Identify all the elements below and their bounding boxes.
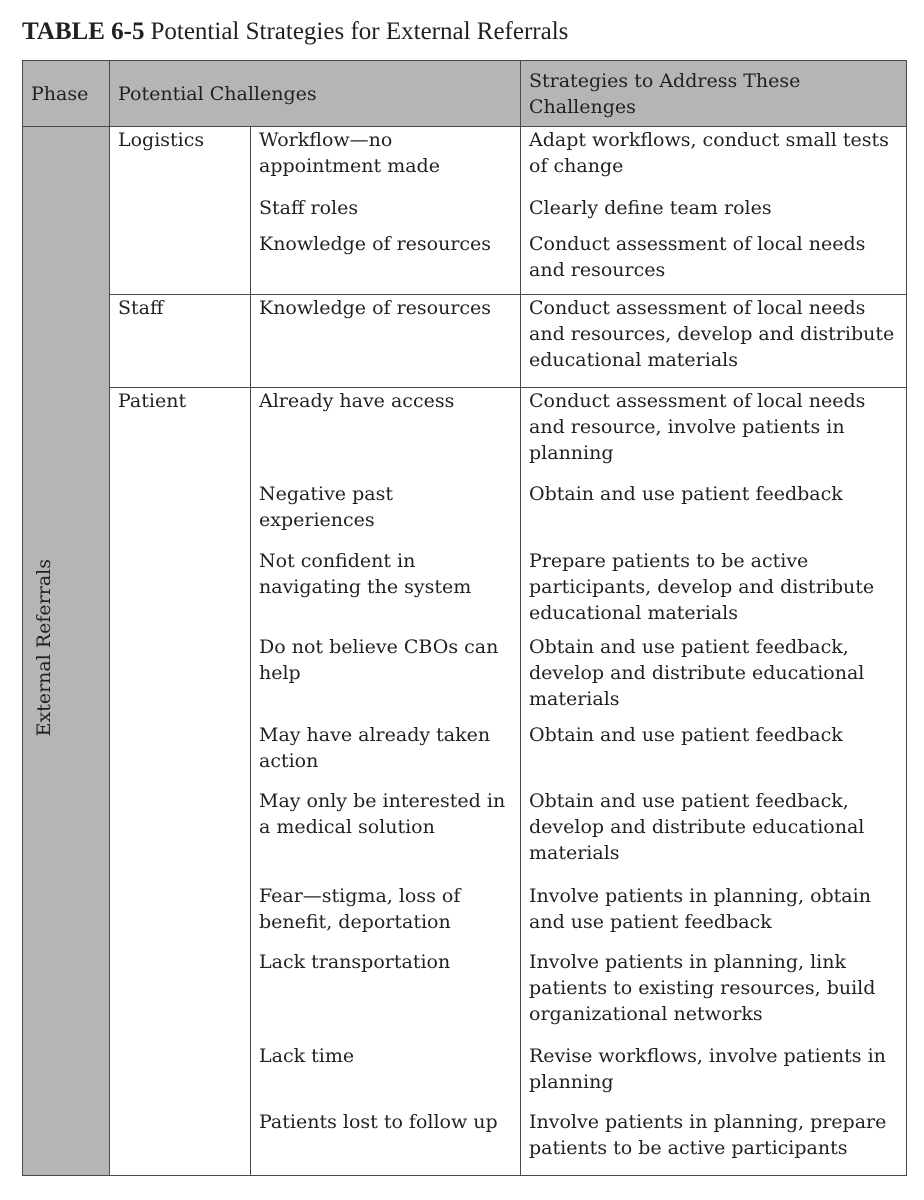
group-label-patient: Patient bbox=[110, 387, 251, 1175]
phase-cell bbox=[23, 127, 110, 1176]
strategy-cell: Involve patients in planning, prepare patients to be active participants bbox=[521, 1109, 907, 1175]
table-title: Potential Strategies for External Referrals bbox=[150, 18, 569, 45]
challenge-cell: Knowledge of resources bbox=[251, 295, 521, 387]
strategy-cell: Obtain and use patient feedback bbox=[521, 481, 907, 547]
header-row bbox=[23, 61, 907, 127]
group-label-logistics: Logistics bbox=[110, 127, 251, 295]
strategy-cell: Obtain and use patient feedback, develop and distribute educational materials bbox=[521, 634, 907, 722]
header-phase: Phase bbox=[23, 61, 110, 127]
strategy-cell: Conduct assessment of local needs and resources bbox=[521, 231, 907, 295]
strategy-cell: Conduct assessment of local needs and resource, involve patients in planning bbox=[521, 387, 907, 481]
challenge-cell: May have already taken action bbox=[251, 722, 521, 788]
table-caption bbox=[22, 14, 568, 50]
strategy-cell: Prepare patients to be active participants, develop and distribute educational materials bbox=[521, 548, 907, 634]
strategy-cell: Involve patients in planning, link patients to existing resources, build organizational networks bbox=[521, 949, 907, 1043]
challenge-cell: Not confident in navigating the system bbox=[251, 548, 521, 634]
header-challenges: Potential Challenges bbox=[110, 61, 521, 127]
challenge-cell: May only be interested in a medical solution bbox=[251, 788, 521, 882]
strategy-cell: Involve patients in planning, obtain and use patient feedback bbox=[521, 883, 907, 949]
challenge-cell: Fear—stigma, loss of benefit, deportation bbox=[251, 883, 521, 949]
strategy-cell: Conduct assessment of local needs and resources, develop and distribute educational materials bbox=[521, 295, 907, 387]
table-number: TABLE 6-5 bbox=[22, 18, 145, 45]
table-row bbox=[23, 295, 907, 387]
challenge-cell: Staff roles bbox=[251, 195, 521, 231]
header-strategies: Strategies to Address These Challenges bbox=[521, 61, 907, 127]
strategy-cell: Adapt workflows, conduct small tests of change bbox=[521, 127, 907, 195]
challenge-cell: Lack time bbox=[251, 1043, 521, 1109]
group-label-staff: Staff bbox=[110, 295, 251, 387]
phase-label: External Referrals bbox=[33, 558, 55, 737]
strategy-cell: Obtain and use patient feedback bbox=[521, 722, 907, 788]
challenge-cell: Negative past experiences bbox=[251, 481, 521, 547]
challenge-cell: Patients lost to follow up bbox=[251, 1109, 521, 1175]
strategy-cell: Clearly define team roles bbox=[521, 195, 907, 231]
strategies-table bbox=[22, 60, 907, 1176]
strategy-cell: Obtain and use patient feedback, develop and distribute educational materials bbox=[521, 788, 907, 882]
challenge-cell: Workflow—no appointment made bbox=[251, 127, 521, 195]
challenge-cell: Already have access bbox=[251, 387, 521, 481]
table-row bbox=[23, 387, 907, 481]
challenge-cell: Lack transportation bbox=[251, 949, 521, 1043]
challenge-cell: Knowledge of resources bbox=[251, 231, 521, 295]
challenge-cell: Do not believe CBOs can help bbox=[251, 634, 521, 722]
table-row bbox=[23, 127, 907, 195]
strategy-cell: Revise workflows, involve patients in planning bbox=[521, 1043, 907, 1109]
